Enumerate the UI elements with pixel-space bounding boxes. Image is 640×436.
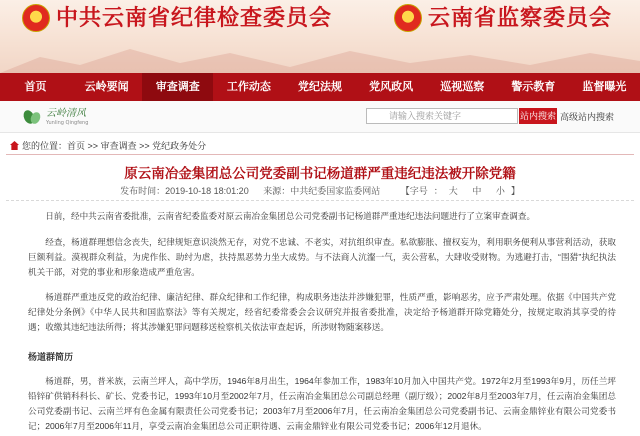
article-paragraph: 经查，杨道群理想信念丧失，纪律规矩意识淡然无存，对党不忠诚、不老实，对抗组织审查。私欲膨胀、擅权妄为，利用职务便利从事营利活动，获取巨额利益。漠视群众利益，为虎作伥、助纣为虐，扶持黑恶势力坐大成势。与不法商人沆瀣一气，卖公营私，大肆收受财物。为逃避打击，“围猎”执纪执法机关干部，对党的事业和形象造成严重危害。 [28,237,616,277]
main-nav [0,73,640,101]
font-size-medium[interactable]: 中 [472,186,482,196]
breadcrumb-separator: >> [87,141,99,151]
breadcrumb-home[interactable]: 首页 [67,141,86,151]
article-paragraph: 日前，经中共云南省委批准，云南省纪委监委对原云南冶金集团总公司党委副书记杨道群严重违纪违法问题进行了立案审查调查。 [45,211,536,221]
nav-item-warning-education[interactable]: 警示教育 [511,81,556,93]
home-icon [10,141,19,150]
article-paragraph: 杨道群严重违反党的政治纪律、廉洁纪律、群众纪律和工作纪律，构成职务违法并涉嫌犯罪，性质严重，影响恶劣，应予严肃处理。依据《中国共产党纪律处分条例》《中华人民共和国监察法》等有关规定，经省纪委常委会会议研究并报省委批准，决定给予杨道群开除党籍处分，按规定取消其享受的待遇；收缴其违纪违法所得；将其涉嫌犯罪问题移送检察机关依法审查起诉，所涉财物随案移送。 [28,292,616,332]
search-input[interactable]: 请输入搜索关键字 [366,108,518,124]
banner-title-right: 云南省监察委员会 [428,5,613,31]
resume-paragraph: 杨道群，男，普米族，云南兰坪人，高中学历，1946年8月出生，1964年参加工作，1983年10月加入中国共产党。1972年2月至1993年9月，历任兰坪铅锌矿供销科科长、矿长、党委书记，1993年10月至2002年7月，任云南冶金集团总公司副总经理（副厅级）；2002年8月至2003年7月，任云南冶金集团总公司党委副书记、云南兰坪有色金属有限责任公司党委书记；2003年7月至2006年7月，任云南冶金集团总公司党委副书记、云南金鼎锌业有限公司党委书记；2006年7月至2006年11月，享受云南冶金集团总公司正职待遇、云南金鼎锌业有限公司党委书记；2006年12月退休。 [28,376,616,431]
breadcrumb-prefix: 您的位置： [22,141,68,151]
breadcrumb-discipline[interactable]: 党纪政务处分 [152,141,207,151]
nav-item-investigation[interactable]: 审查调查 [142,73,213,101]
national-emblem-icon [394,4,422,32]
banner-title-left: 中共云南省纪律检查委员会 [56,5,333,31]
breadcrumb-investigation[interactable]: 审查调查 [100,141,137,151]
nav-item-regulations[interactable]: 党纪法规 [297,81,342,93]
mountain-decoration [0,43,640,73]
resume-heading: 杨道群简历 [28,352,74,362]
font-size-large[interactable]: 大 [448,186,458,196]
article-meta [0,184,640,197]
search-strip [0,101,640,133]
font-size-label: 【字号 [400,186,428,196]
nav-item-conduct[interactable]: 党风政风 [369,81,414,93]
site-logo-name: 云岭清风 [46,107,86,119]
meta-divider [6,200,634,201]
site-banner [0,0,640,73]
publish-time: 发布时间：2019-10-18 18:01:20 [120,186,249,196]
font-size-small[interactable]: 小 [495,186,505,196]
advanced-search-link[interactable]: 高级站内搜索 [560,112,615,122]
search-button[interactable]: 站内搜索 [519,108,557,124]
party-emblem-icon [22,4,50,32]
site-logo[interactable] [22,104,88,130]
site-logo-subtitle: Yunling Qingfeng [46,119,89,126]
article-title: 原云南冶金集团总公司党委副书记杨道群严重违纪违法被开除党籍 [124,166,516,181]
nav-item-work-updates[interactable]: 工作动态 [226,81,271,93]
nav-item-home[interactable]: 首页 [24,81,47,93]
breadcrumb-divider [6,154,634,155]
breadcrumb [10,139,206,152]
font-size-switcher: 【字号 ： 大 中 小 】 [400,186,520,196]
breadcrumb-separator: >> [139,141,150,151]
leaf-logo-icon [22,108,42,126]
nav-item-inspection[interactable]: 巡视巡察 [440,81,485,93]
article-source: 来源：中共纪委国家监委网站 [263,186,381,196]
nav-item-exposure[interactable]: 监督曝光 [582,81,627,93]
nav-item-news[interactable]: 云岭要闻 [84,81,129,93]
